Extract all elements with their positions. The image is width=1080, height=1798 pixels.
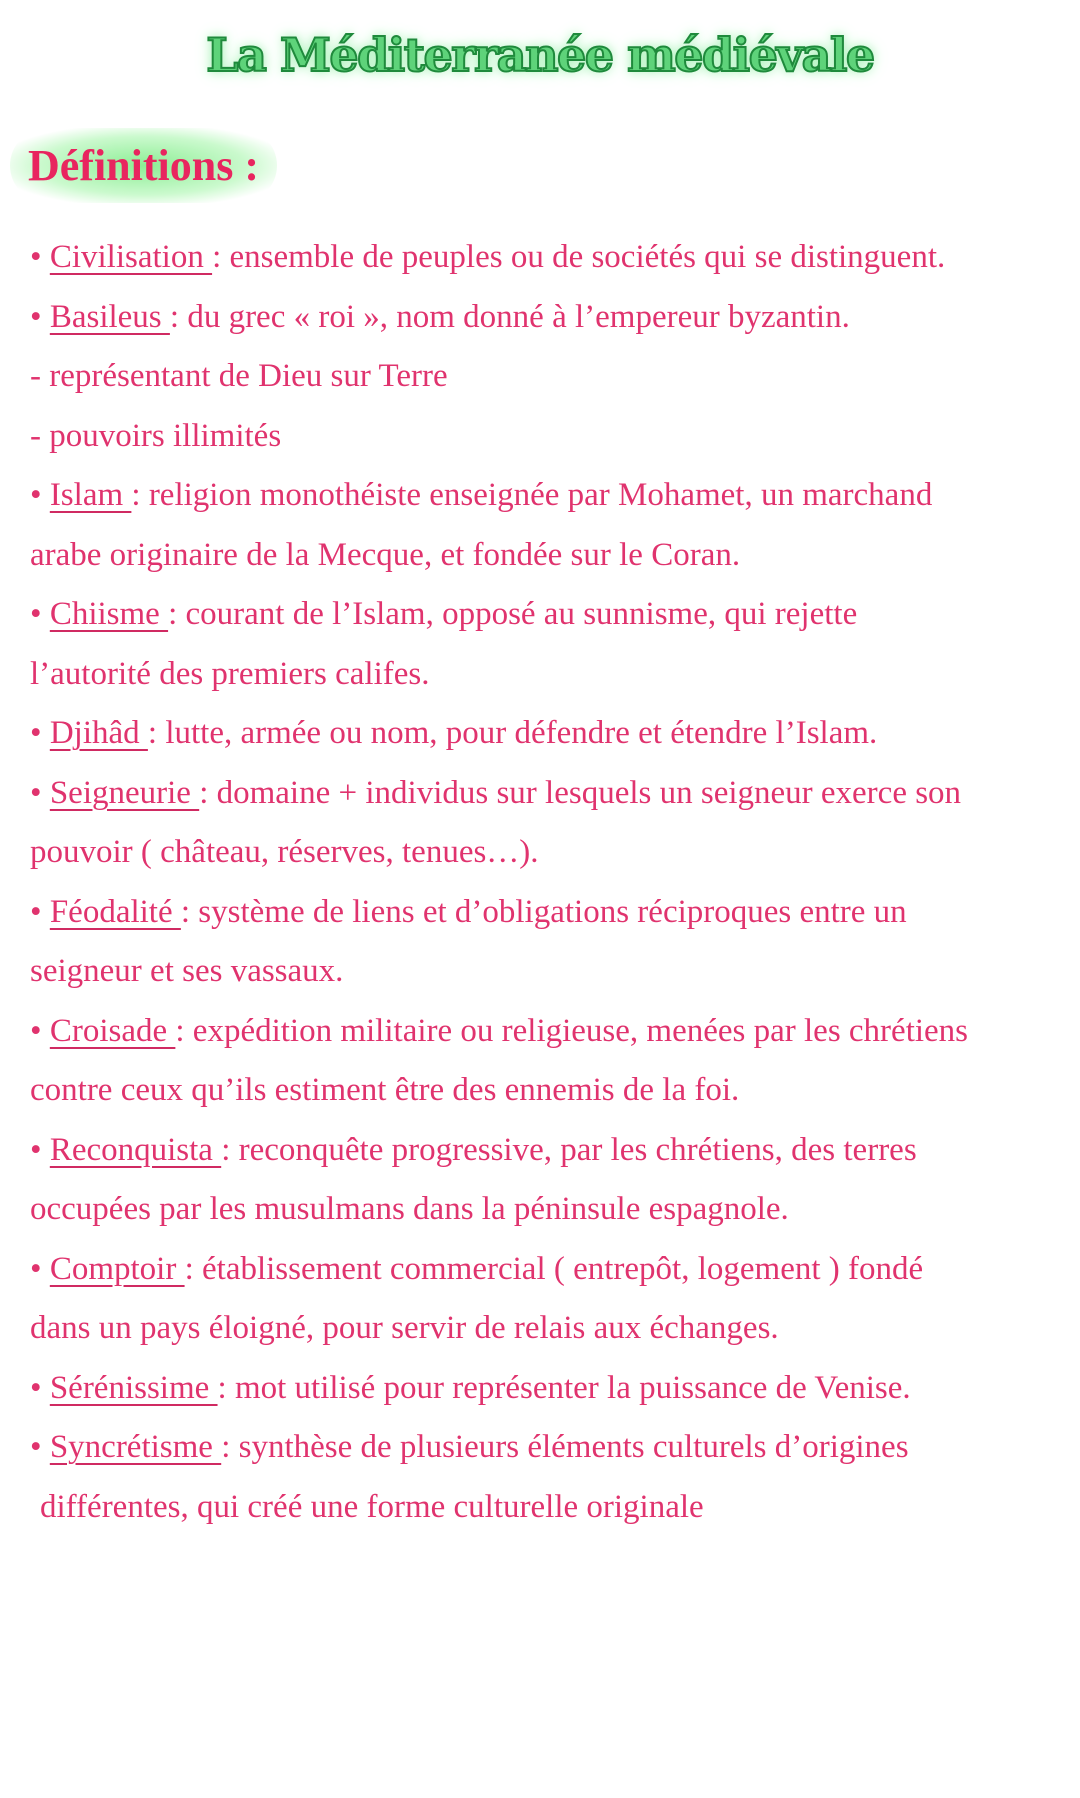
definition-text: système de liens et d’obligations réciproques entre un xyxy=(190,893,907,930)
definition-term: Syncrétisme xyxy=(49,1429,222,1465)
definition-item xyxy=(30,883,1070,943)
definition-continuation: différentes, qui créé une forme culturelle originale xyxy=(40,1488,704,1525)
definition-item xyxy=(30,1002,1070,1062)
definition-text: synthèse de plusieurs éléments culturels d’origines xyxy=(230,1429,909,1465)
definition-continuation: - représentant de Dieu sur Terre xyxy=(30,358,448,394)
definition-item xyxy=(30,704,1070,764)
definition-separator: : xyxy=(131,477,141,513)
definition-continuation: contre ceux qu’ils estiment être des ennemis de la foi. xyxy=(30,1072,740,1108)
definition-term: Basileus xyxy=(49,298,170,335)
definition-separator: : xyxy=(217,1369,227,1406)
definition-separator: : xyxy=(184,1250,194,1287)
definition-continuation: occupées par les musulmans dans la péninsule espagnole. xyxy=(30,1191,789,1227)
section-heading: Définitions : xyxy=(10,128,277,203)
definition-continuation: - pouvoirs illimités xyxy=(30,417,282,454)
definition-term: Seigneurie xyxy=(49,774,200,811)
definition-separator: : xyxy=(175,1012,185,1049)
definition-item xyxy=(30,1240,1070,1300)
bullet: • xyxy=(30,774,50,811)
definition-text: religion monothéiste enseignée par Mohamet, un marchand xyxy=(140,477,933,513)
definition-continuation: arabe originaire de la Mecque, et fondée sur le Coran. xyxy=(30,536,741,573)
bullet: • xyxy=(30,893,50,930)
definition-text: expédition militaire ou religieuse, menées par les chrétiens xyxy=(184,1012,969,1049)
definition-continuation: pouvoir ( château, réserves, tenues…). xyxy=(30,834,539,870)
definition-separator: : xyxy=(180,893,191,930)
definition-separator: : xyxy=(212,239,222,275)
bullet: • xyxy=(30,1369,50,1406)
definition-text: reconquête progressive, par les chrétiens, des terres xyxy=(230,1131,917,1168)
definition-separator: : xyxy=(199,774,209,811)
definition-item xyxy=(30,288,1070,348)
bullet: • xyxy=(30,596,50,632)
definition-text: ensemble de peuples ou de sociétés qui se distinguent. xyxy=(221,239,946,275)
bullet: • xyxy=(30,239,50,275)
bullet: • xyxy=(30,1131,50,1168)
definition-separator: : xyxy=(221,1131,231,1168)
bullet: • xyxy=(30,298,50,335)
definition-separator: : xyxy=(168,596,178,632)
definition-continuation: l’autorité des premiers califes. xyxy=(30,655,430,692)
definition-item xyxy=(30,764,1070,824)
definition-term: Sérénissime xyxy=(49,1369,218,1406)
definition-item xyxy=(30,1418,1070,1478)
definition-separator: : xyxy=(169,298,180,335)
definition-continuation: seigneur et ses vassaux. xyxy=(30,953,344,989)
definition-text: du grec « roi », nom donné à l’empereur byzantin. xyxy=(179,298,850,335)
definition-text: courant de l’Islam, opposé au sunnisme, qui rejette xyxy=(177,596,858,632)
definition-term: Chiisme xyxy=(49,596,169,632)
definition-text: établissement commercial ( entrepôt, logement ) fondé xyxy=(193,1250,924,1287)
bullet: • xyxy=(30,1429,50,1465)
bullet: • xyxy=(30,1250,50,1287)
definition-item xyxy=(30,585,1070,645)
bullet: • xyxy=(30,1012,50,1049)
definition-term: Féodalité xyxy=(49,893,181,930)
definition-item xyxy=(30,228,1070,288)
definition-continuation: dans un pays éloigné, pour servir de relais aux échanges. xyxy=(30,1310,779,1346)
bullet: • xyxy=(30,477,50,513)
definition-text: domaine + individus sur lesquels un seigneur exerce son xyxy=(208,774,962,811)
definition-term: Reconquista xyxy=(49,1131,222,1168)
bullet: • xyxy=(30,715,50,751)
definition-separator: : xyxy=(147,715,158,751)
definition-separator: : xyxy=(221,1429,231,1465)
definition-text: lutte, armée ou nom, pour défendre et étendre l’Islam. xyxy=(157,715,878,751)
definition-term: Civilisation xyxy=(49,239,213,275)
definition-text: mot utilisé pour représenter la puissance de Venise. xyxy=(226,1369,911,1406)
page-title: La Méditerranée médiévale xyxy=(206,28,874,82)
definition-term: Comptoir xyxy=(49,1250,185,1287)
definition-item xyxy=(30,466,1070,526)
definition-term: Croisade xyxy=(49,1012,176,1049)
definition-term: Islam xyxy=(49,477,132,513)
definition-term: Djihâd xyxy=(49,715,148,751)
definition-item xyxy=(30,1359,1070,1419)
definitions-list xyxy=(30,228,1070,1537)
definition-item xyxy=(30,1121,1070,1181)
